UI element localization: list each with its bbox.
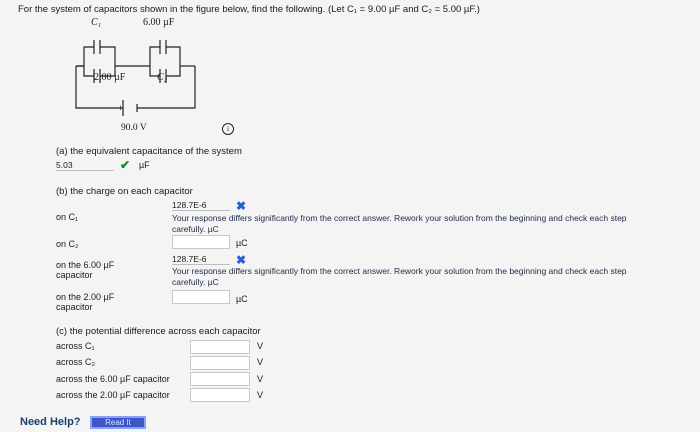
c2-charge-input[interactable]: [172, 235, 230, 249]
across-c1-label: across C₁: [56, 341, 95, 351]
c2-figure-label: C₂: [157, 72, 168, 83]
on-2uf-label-2: capacitor: [56, 302, 93, 312]
across-c2-input[interactable]: [190, 356, 250, 370]
c6-feedback-unit: carefully. µC: [172, 277, 219, 287]
part-a-unit: µF: [139, 160, 150, 170]
battery-minus-label: −: [138, 103, 144, 113]
across-c2-label: across C₂: [56, 357, 96, 367]
part-a-answer[interactable]: 5.03: [56, 160, 114, 171]
problem-prompt: For the system of capacitors shown in the figure below, find the following. (Let C₁ = 9.00 µF and C₂ = 5.00 µF.): [18, 4, 480, 15]
battery-plus-label: +: [118, 103, 124, 113]
across-c1-input[interactable]: [190, 340, 250, 354]
c2-charge-unit: µC: [236, 238, 248, 248]
on-c2-label: on C₂: [56, 239, 79, 249]
on-6uf-label: on the 6.00 µF: [56, 260, 115, 270]
across-6uf-label: across the 6.00 µF capacitor: [56, 374, 170, 384]
across-2uf-label: across the 2.00 µF capacitor: [56, 390, 170, 400]
cap-2uf-figure-label: 2.00 µF: [94, 72, 126, 83]
across-6uf-input[interactable]: [190, 372, 250, 386]
on-2uf-label: on the 2.00 µF: [56, 292, 115, 302]
read-it-button[interactable]: Read It: [90, 416, 146, 429]
part-a-question: (a) the equivalent capacitance of the system: [56, 146, 242, 157]
part-b-question: (b) the charge on each capacitor: [56, 186, 193, 197]
across-6uf-unit: V: [257, 374, 264, 384]
c1-feedback: Your response differs significantly from the correct answer. Rework your solution from the beginning and check each step: [172, 213, 627, 223]
c2uf-charge-unit: µC: [236, 294, 248, 304]
need-help-label: Need Help?: [20, 416, 81, 428]
across-2uf-input[interactable]: [190, 388, 250, 402]
incorrect-icon: ✖: [236, 199, 247, 213]
across-2uf-unit: V: [257, 390, 264, 400]
on-c1-label: on C₁: [56, 212, 79, 222]
check-icon: ✔: [120, 158, 131, 172]
incorrect-icon: ✖: [236, 253, 247, 267]
c1-charge-answer[interactable]: 128.7E-6: [172, 200, 230, 211]
c2uf-charge-input[interactable]: [172, 290, 230, 304]
c1-figure-label: C₁: [91, 17, 102, 28]
cap-6uf-figure-label: 6.00 µF: [143, 17, 175, 28]
across-c1-unit: V: [257, 341, 264, 351]
c6-charge-answer[interactable]: 128.7E-6: [172, 254, 230, 265]
across-c2-unit: V: [257, 357, 264, 367]
part-c-question: (c) the potential difference across each capacitor: [56, 326, 261, 337]
on-6uf-label-2: capacitor: [56, 270, 93, 280]
c1-feedback-unit: carefully. µC: [172, 224, 219, 234]
battery-voltage-label: 90.0 V: [121, 123, 147, 133]
info-icon[interactable]: i: [222, 123, 234, 135]
c6-feedback: Your response differs significantly from the correct answer. Rework your solution from the beginning and check each step: [172, 266, 627, 276]
